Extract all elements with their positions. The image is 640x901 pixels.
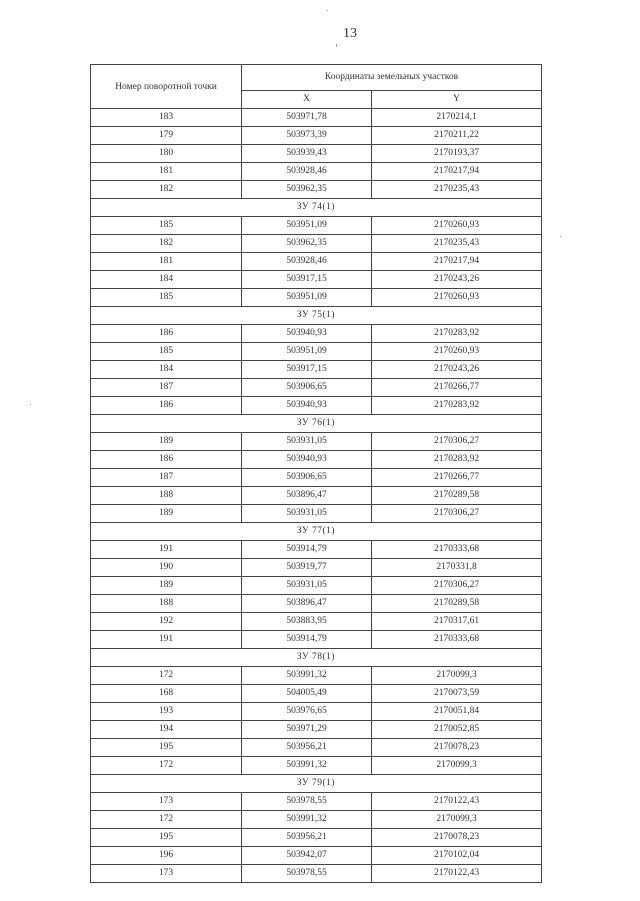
- table-row: [91, 829, 542, 847]
- x-coordinate-cell: 503928,46: [242, 163, 372, 181]
- x-coordinate-cell: 503962,35: [242, 181, 372, 199]
- x-coordinate-cell: 503991,32: [242, 811, 372, 829]
- table-row: [91, 631, 542, 649]
- y-coordinate-cell: 2170260,93: [372, 289, 542, 307]
- table-row: [91, 433, 542, 451]
- section-label: ЗУ 79(1): [91, 775, 542, 793]
- y-coordinate-cell: 2170217,94: [372, 163, 542, 181]
- page-number: 13: [343, 26, 357, 41]
- x-coordinate-cell: 503883,95: [242, 613, 372, 631]
- point-number-cell: 183: [91, 109, 242, 127]
- section-label: ЗУ 76(1): [91, 415, 542, 433]
- point-number-cell: 186: [91, 451, 242, 469]
- table-row: [91, 739, 542, 757]
- point-number-cell: 172: [91, 667, 242, 685]
- table-row: [91, 361, 542, 379]
- y-coordinate-cell: 2170306,27: [372, 577, 542, 595]
- y-coordinate-cell: 2170211,22: [372, 127, 542, 145]
- table-row: [91, 577, 542, 595]
- x-coordinate-cell: 503956,21: [242, 739, 372, 757]
- section-label: ЗУ 75(1): [91, 307, 542, 325]
- point-number-cell: 180: [91, 145, 242, 163]
- x-coordinate-cell: 503940,93: [242, 325, 372, 343]
- scan-speck: [560, 236, 561, 237]
- point-number-cell: 185: [91, 289, 242, 307]
- point-number-cell: 195: [91, 739, 242, 757]
- x-coordinate-cell: 503951,09: [242, 343, 372, 361]
- table-row: [91, 505, 542, 523]
- point-number-cell: 185: [91, 343, 242, 361]
- y-coordinate-cell: 2170333,68: [372, 631, 542, 649]
- y-coordinate-cell: 2170214,1: [372, 109, 542, 127]
- table-row: [91, 127, 542, 145]
- y-coordinate-cell: 2170317,61: [372, 613, 542, 631]
- table-row: [91, 253, 542, 271]
- x-coordinate-cell: 503962,35: [242, 235, 372, 253]
- table-row: [91, 559, 542, 577]
- x-coordinate-cell: 503951,09: [242, 289, 372, 307]
- x-coordinate-cell: 503914,79: [242, 541, 372, 559]
- point-number-cell: 184: [91, 271, 242, 289]
- table-row: [91, 289, 542, 307]
- table-row: [91, 343, 542, 361]
- y-coordinate-cell: 2170235,43: [372, 235, 542, 253]
- y-coordinate-cell: 2170051,84: [372, 703, 542, 721]
- table-row: [91, 703, 542, 721]
- x-coordinate-cell: 503976,65: [242, 703, 372, 721]
- x-coordinate-cell: 503956,21: [242, 829, 372, 847]
- section-row: [91, 307, 542, 325]
- section-row: [91, 199, 542, 217]
- point-number-header: Номер поворотной точки: [91, 65, 242, 109]
- y-coordinate-cell: 2170260,93: [372, 343, 542, 361]
- scan-speck: [336, 44, 337, 47]
- y-coordinate-cell: 2170193,37: [372, 145, 542, 163]
- table-row: [91, 109, 542, 127]
- x-coordinate-cell: 503940,93: [242, 451, 372, 469]
- x-coordinate-cell: 503896,47: [242, 487, 372, 505]
- y-coordinate-cell: 2170078,23: [372, 829, 542, 847]
- point-number-cell: 181: [91, 253, 242, 271]
- table-row: [91, 325, 542, 343]
- x-coordinate-cell: 503951,09: [242, 217, 372, 235]
- table-row: [91, 163, 542, 181]
- x-coordinate-cell: 503940,93: [242, 397, 372, 415]
- table-row: [91, 271, 542, 289]
- x-coordinate-cell: 503931,05: [242, 577, 372, 595]
- y-coordinate-cell: 2170266,77: [372, 469, 542, 487]
- y-coordinate-cell: 2170283,92: [372, 325, 542, 343]
- x-coordinate-cell: 503971,29: [242, 721, 372, 739]
- section-label: ЗУ 78(1): [91, 649, 542, 667]
- table-row: [91, 595, 542, 613]
- point-number-cell: 192: [91, 613, 242, 631]
- table-row: [91, 379, 542, 397]
- y-coordinate-cell: 2170289,58: [372, 487, 542, 505]
- point-number-cell: 187: [91, 379, 242, 397]
- point-number-cell: 172: [91, 811, 242, 829]
- point-number-cell: 179: [91, 127, 242, 145]
- y-coordinate-cell: 2170283,92: [372, 397, 542, 415]
- table-row: [91, 541, 542, 559]
- table-row: [91, 217, 542, 235]
- y-coordinate-cell: 2170243,26: [372, 361, 542, 379]
- point-number-cell: 188: [91, 595, 242, 613]
- y-coordinate-cell: 2170102,04: [372, 847, 542, 865]
- y-coordinate-cell: 2170078,23: [372, 739, 542, 757]
- scan-speck: [327, 10, 328, 11]
- y-coordinate-cell: 2170243,26: [372, 271, 542, 289]
- point-number-cell: 189: [91, 577, 242, 595]
- table-row: [91, 397, 542, 415]
- section-row: [91, 415, 542, 433]
- y-header: Y: [372, 91, 542, 109]
- point-number-cell: 191: [91, 631, 242, 649]
- x-coordinate-cell: 503931,05: [242, 433, 372, 451]
- x-coordinate-cell: 503896,47: [242, 595, 372, 613]
- point-number-cell: 186: [91, 325, 242, 343]
- y-coordinate-cell: 2170306,27: [372, 505, 542, 523]
- y-coordinate-cell: 2170052,85: [372, 721, 542, 739]
- x-coordinate-cell: 503928,46: [242, 253, 372, 271]
- point-number-cell: 189: [91, 505, 242, 523]
- table-row: [91, 793, 542, 811]
- point-number-cell: 181: [91, 163, 242, 181]
- point-number-cell: 186: [91, 397, 242, 415]
- point-number-cell: 196: [91, 847, 242, 865]
- y-coordinate-cell: 2170099,3: [372, 811, 542, 829]
- x-coordinate-cell: 503919,77: [242, 559, 372, 577]
- point-number-cell: 168: [91, 685, 242, 703]
- table-row: [91, 145, 542, 163]
- x-coordinate-cell: 503978,55: [242, 793, 372, 811]
- table-body: [91, 109, 542, 883]
- x-coordinate-cell: 504005,49: [242, 685, 372, 703]
- table-row: [91, 865, 542, 883]
- x-coordinate-cell: 503917,15: [242, 271, 372, 289]
- point-number-cell: 185: [91, 217, 242, 235]
- x-coordinate-cell: 503973,39: [242, 127, 372, 145]
- x-coordinate-cell: 503914,79: [242, 631, 372, 649]
- table-row: [91, 451, 542, 469]
- y-coordinate-cell: 2170306,27: [372, 433, 542, 451]
- table-row: [91, 811, 542, 829]
- x-coordinate-cell: 503991,32: [242, 667, 372, 685]
- point-number-cell: 191: [91, 541, 242, 559]
- y-coordinate-cell: 2170099,3: [372, 757, 542, 775]
- coordinates-header: Координаты земельных участков: [242, 65, 542, 91]
- section-row: [91, 649, 542, 667]
- table-row: [91, 685, 542, 703]
- x-coordinate-cell: 503971,78: [242, 109, 372, 127]
- y-coordinate-cell: 2170266,77: [372, 379, 542, 397]
- table-row: [91, 613, 542, 631]
- point-number-cell: 182: [91, 181, 242, 199]
- table-row: [91, 721, 542, 739]
- coordinates-table: [90, 64, 542, 883]
- section-row: [91, 523, 542, 541]
- point-number-cell: 187: [91, 469, 242, 487]
- point-number-cell: 184: [91, 361, 242, 379]
- x-coordinate-cell: 503991,32: [242, 757, 372, 775]
- section-label: ЗУ 74(1): [91, 199, 542, 217]
- y-coordinate-cell: 2170099,3: [372, 667, 542, 685]
- point-number-cell: 193: [91, 703, 242, 721]
- y-coordinate-cell: 2170260,93: [372, 217, 542, 235]
- table-row: [91, 847, 542, 865]
- point-number-cell: 182: [91, 235, 242, 253]
- y-coordinate-cell: 2170333,68: [372, 541, 542, 559]
- table-row: [91, 235, 542, 253]
- y-coordinate-cell: 2170217,94: [372, 253, 542, 271]
- y-coordinate-cell: 2170283,92: [372, 451, 542, 469]
- table-row: [91, 181, 542, 199]
- y-coordinate-cell: 2170289,58: [372, 595, 542, 613]
- x-coordinate-cell: 503931,05: [242, 505, 372, 523]
- x-coordinate-cell: 503917,15: [242, 361, 372, 379]
- table-header-row: [91, 65, 542, 91]
- point-number-cell: 194: [91, 721, 242, 739]
- x-coordinate-cell: 503939,43: [242, 145, 372, 163]
- y-coordinate-cell: 2170122,43: [372, 793, 542, 811]
- y-coordinate-cell: 2170235,43: [372, 181, 542, 199]
- point-number-cell: 189: [91, 433, 242, 451]
- point-number-cell: 190: [91, 559, 242, 577]
- point-number-cell: 188: [91, 487, 242, 505]
- point-number-cell: 173: [91, 865, 242, 883]
- y-coordinate-cell: 2170122,43: [372, 865, 542, 883]
- table-row: [91, 487, 542, 505]
- section-row: [91, 775, 542, 793]
- table-row: [91, 667, 542, 685]
- x-coordinate-cell: 503942,07: [242, 847, 372, 865]
- scan-speck: [30, 404, 31, 405]
- point-number-cell: 172: [91, 757, 242, 775]
- x-header: X: [242, 91, 372, 109]
- y-coordinate-cell: 2170331,8: [372, 559, 542, 577]
- y-coordinate-cell: 2170073,59: [372, 685, 542, 703]
- table-row: [91, 469, 542, 487]
- x-coordinate-cell: 503978,55: [242, 865, 372, 883]
- table-row: [91, 757, 542, 775]
- section-label: ЗУ 77(1): [91, 523, 542, 541]
- x-coordinate-cell: 503906,65: [242, 469, 372, 487]
- x-coordinate-cell: 503906,65: [242, 379, 372, 397]
- point-number-cell: 195: [91, 829, 242, 847]
- point-number-cell: 173: [91, 793, 242, 811]
